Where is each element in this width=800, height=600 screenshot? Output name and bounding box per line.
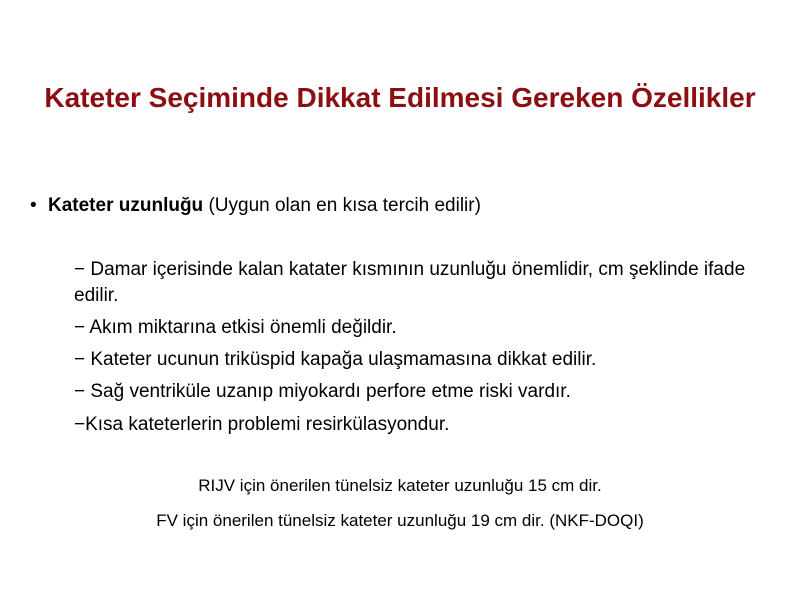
sub-bullet-item: − Kateter ucunun triküspid kapağa ulaşmamasına dikkat edilir. <box>74 349 597 370</box>
sub-bullet-item: − Sağ ventriküle uzanıp miyokardı perfore etme riski vardır. <box>74 381 571 402</box>
main-bullet-bold-text: Kateter uzunluğu <box>48 195 204 216</box>
note-rijv: RIJV için önerilen tünelsiz kateter uzunluğu 15 cm dir. <box>198 476 602 495</box>
main-bullet <box>30 193 770 219</box>
sub-bullet-item: −Kısa kateterlerin problemi resirkülasyondur. <box>74 414 450 435</box>
sub-bullet-item: − Damar içerisinde kalan katater kısmının uzunluğu önemlidir, cm şeklinde ifade edilir. <box>74 259 746 306</box>
sub-bullet-item: − Akım miktarına etkisi önemli değildir. <box>74 317 397 338</box>
note-fv: FV için önerilen tünelsiz kateter uzunluğu 19 cm dir. (NKF-DOQI) <box>156 511 644 530</box>
main-bullet-rest-text: (Uygun olan en kısa tercih edilir) <box>208 195 481 216</box>
slide-title: Kateter Seçiminde Dikkat Edilmesi Gereken Özellikler <box>44 82 756 113</box>
bullet-marker: • <box>30 195 37 216</box>
